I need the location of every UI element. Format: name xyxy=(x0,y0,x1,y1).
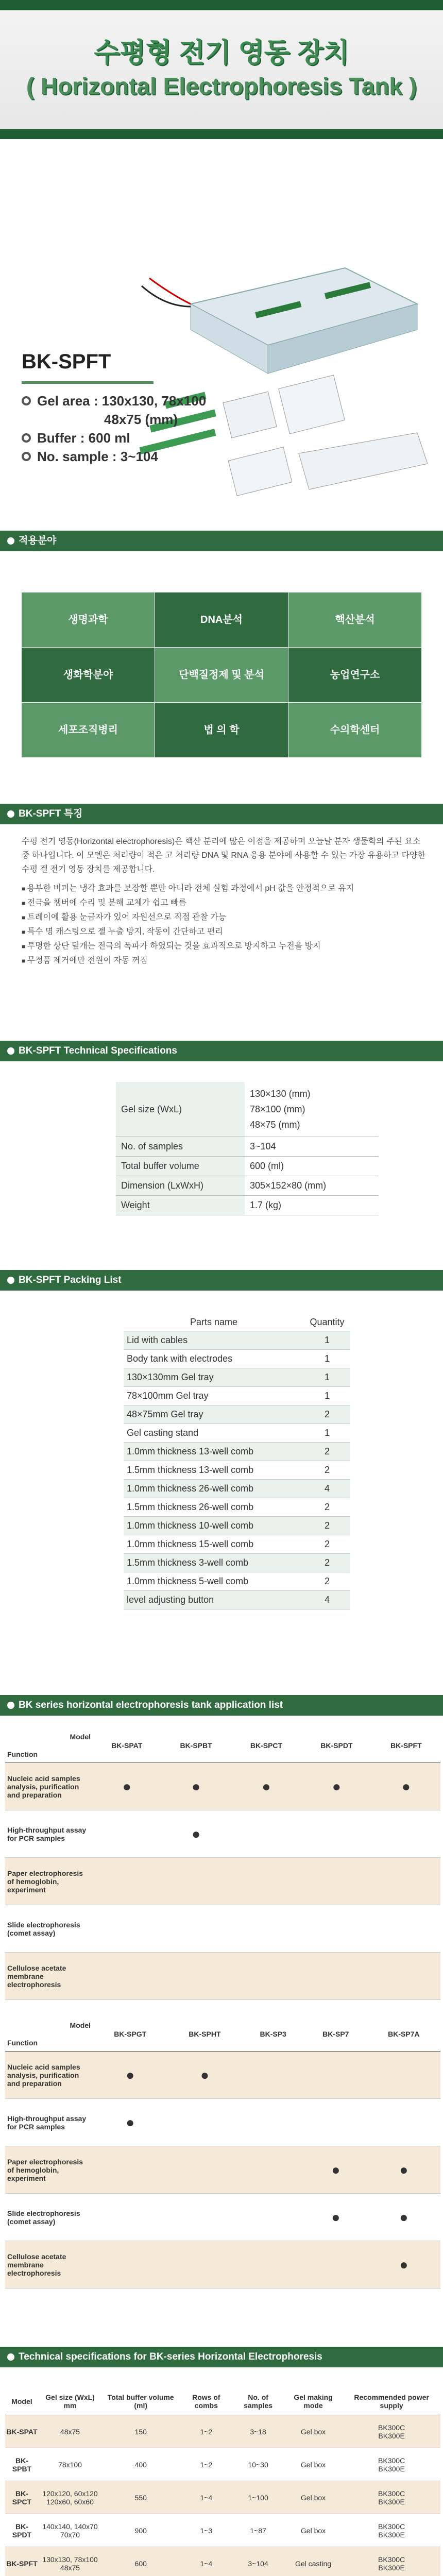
model-name: BK-SPFT xyxy=(22,350,111,373)
spec-gel-area xyxy=(22,392,206,410)
part-quantity: 2 xyxy=(304,1572,350,1591)
mark-cell xyxy=(242,2052,304,2099)
table-row xyxy=(5,1905,440,1953)
mark-cell xyxy=(301,1905,371,1953)
table-cell: BK-SPCT xyxy=(5,2481,39,2514)
table-row xyxy=(124,1387,350,1405)
mark-cell: ● xyxy=(167,2052,242,2099)
part-name: 130×130mm Gel tray xyxy=(124,1368,304,1387)
mark-cell xyxy=(301,1858,371,1905)
mark-cell xyxy=(242,2099,304,2146)
spec-label: Gel size (WxL) xyxy=(116,1082,245,1137)
part-name: 78×100mm Gel tray xyxy=(124,1387,304,1405)
spec-label: Dimension (LxWxH) xyxy=(116,1176,245,1196)
spec-text: 48x75 (mm) xyxy=(104,412,178,427)
table-row xyxy=(116,1196,379,1215)
part-quantity: 2 xyxy=(304,1535,350,1554)
table-cell: 400 xyxy=(101,2448,180,2481)
mark-cell xyxy=(301,1953,371,2000)
mark-cell xyxy=(367,2099,440,2146)
features-text xyxy=(22,835,429,968)
mark-cell xyxy=(231,1858,301,1905)
part-quantity: 1 xyxy=(304,1424,350,1443)
spec-label: No. of samples xyxy=(116,1137,245,1157)
mark-cell: ● xyxy=(93,1763,161,1810)
features-list xyxy=(22,882,429,968)
spec-gel-area-2 xyxy=(22,410,206,429)
part-quantity: 2 xyxy=(304,1517,350,1535)
table-cell: 1~3 xyxy=(180,2514,232,2547)
part-name: Lid with cables xyxy=(124,1331,304,1350)
part-quantity: 1 xyxy=(304,1387,350,1405)
part-name: 1.0mm thickness 26-well comb xyxy=(124,1480,304,1498)
table-header-row xyxy=(5,1728,440,1763)
mark-cell xyxy=(231,1953,301,2000)
mark-cell xyxy=(93,1858,161,1905)
function-name: Paper electrophoresis of hemoglobin, experiment xyxy=(5,2146,93,2194)
table-row xyxy=(116,1157,379,1176)
table-row xyxy=(116,1176,379,1196)
table-cell: 1~4 xyxy=(180,2481,232,2514)
table-cell: BK-SPBT xyxy=(5,2448,39,2481)
function-name: Cellulose acetate membrane electrophoresis xyxy=(5,1953,93,2000)
part-name: 1.0mm thickness 5-well comb xyxy=(124,1572,304,1591)
application-cell: 단백질정제 및 분석 xyxy=(155,648,288,702)
section-icon xyxy=(7,810,14,818)
function-name: Slide electrophoresis (comet assay) xyxy=(5,2194,93,2241)
mark-cell: ● xyxy=(161,1810,231,1858)
table-cell: 1~87 xyxy=(232,2514,284,2547)
tech-specs-table xyxy=(116,1082,379,1215)
mark-cell: ● xyxy=(231,1763,301,1810)
table-cell: BK300C BK300E xyxy=(343,2415,440,2448)
table-row xyxy=(5,1810,440,1858)
table-row xyxy=(124,1480,350,1498)
spec-value: 600 (ml) xyxy=(245,1157,379,1176)
spec-text: Gel area : 130x130, 78x100 xyxy=(37,393,207,409)
column-header: Model xyxy=(5,2388,39,2415)
part-quantity: 4 xyxy=(304,1591,350,1609)
table-cell: BK-SPDT xyxy=(5,2514,39,2547)
mark-cell xyxy=(304,2099,367,2146)
feature-item: ■ 전극을 챔버에 수리 및 분해 교체가 쉽고 빠름 xyxy=(22,896,429,910)
table-cell: BK-SPFT xyxy=(5,2547,39,2576)
series-specs-table xyxy=(5,2388,440,2576)
mark-cell xyxy=(372,1905,440,1953)
model-column-header: BK-SPHT xyxy=(167,2017,242,2052)
model-column-header: BK-SP7A xyxy=(367,2017,440,2052)
table-cell: 78x100 xyxy=(39,2448,101,2481)
table-cell: BK300C BK300E xyxy=(343,2448,440,2481)
section-header-series-specs xyxy=(0,2347,443,2367)
application-cell: 법 의 학 xyxy=(155,703,288,757)
application-cell: 수의학센터 xyxy=(288,703,421,757)
part-name: 1.5mm thickness 26-well comb xyxy=(124,1498,304,1517)
application-cell: 농업연구소 xyxy=(288,648,421,702)
table-cell: 1~100 xyxy=(232,2481,284,2514)
table-row xyxy=(124,1331,350,1350)
mark-cell xyxy=(231,1810,301,1858)
mark-cell xyxy=(301,1810,371,1858)
table-cell: 48x75 xyxy=(39,2415,101,2448)
mark-cell xyxy=(93,2146,167,2194)
table-row xyxy=(5,2146,440,2194)
part-quantity: 2 xyxy=(304,1461,350,1480)
section-icon xyxy=(7,1277,14,1284)
section-title: BK-SPFT 특징 xyxy=(19,808,83,819)
table-row xyxy=(5,1953,440,2000)
table-row xyxy=(5,2052,440,2099)
mark-cell: ● xyxy=(161,1763,231,1810)
part-name: 1.0mm thickness 10-well comb xyxy=(124,1517,304,1535)
column-header: Total buffer volume (ml) xyxy=(101,2388,180,2415)
table-row xyxy=(5,2514,440,2547)
table-cell: 150 xyxy=(101,2415,180,2448)
part-name: Body tank with electrodes xyxy=(124,1350,304,1368)
section-title: BK series horizontal electrophoresis tank application list xyxy=(19,1700,283,1710)
table-row xyxy=(124,1461,350,1480)
spec-label: Total buffer volume xyxy=(116,1157,245,1176)
table-row xyxy=(5,2415,440,2448)
mark-cell xyxy=(242,2146,304,2194)
section-title: BK-SPFT Packing List xyxy=(19,1275,122,1285)
table-row xyxy=(5,1858,440,1905)
spec-value: 130×130 (mm) 78×100 (mm) 48×75 (mm) xyxy=(245,1082,379,1137)
table-cell: Gel casting xyxy=(284,2547,343,2576)
table-cell: 1~2 xyxy=(180,2448,232,2481)
packing-table xyxy=(124,1314,350,1609)
mark-cell xyxy=(93,2194,167,2241)
part-name: 1.0mm thickness 15-well comb xyxy=(124,1535,304,1554)
table-row xyxy=(5,2547,440,2576)
section-icon xyxy=(7,537,14,545)
table-cell: 600 xyxy=(101,2547,180,2576)
part-name: 1.5mm thickness 13-well comb xyxy=(124,1461,304,1480)
model-label: Model xyxy=(70,2021,91,2029)
mark-cell xyxy=(242,2241,304,2289)
section-header-packing xyxy=(0,1270,443,1291)
part-quantity: 2 xyxy=(304,1554,350,1572)
table-cell: Gel box xyxy=(284,2448,343,2481)
table-row xyxy=(5,2099,440,2146)
table-cell: 550 xyxy=(101,2481,180,2514)
part-name: 48×75mm Gel tray xyxy=(124,1405,304,1424)
mark-cell: ● xyxy=(301,1763,371,1810)
spec-value: 305×152×80 (mm) xyxy=(245,1176,379,1196)
mark-cell xyxy=(372,1953,440,2000)
product-section xyxy=(0,139,443,592)
mark-cell xyxy=(167,2146,242,2194)
model-column-header: BK-SPCT xyxy=(231,1728,301,1763)
table-cell: 140x140, 140x70 70x70 xyxy=(39,2514,101,2547)
part-quantity: 2 xyxy=(304,1443,350,1461)
spec-value: 1.7 (kg) xyxy=(245,1196,379,1215)
table-cell: 1~4 xyxy=(180,2547,232,2576)
feature-item: ■ 투명한 상단 덮개는 전극의 폭파가 하였되는 것을 효과적으로 방지하고 누전을 방지 xyxy=(22,939,429,954)
section-title: BK-SPFT Technical Specifications xyxy=(19,1045,177,1056)
application-cell: DNA분석 xyxy=(155,592,288,647)
model-column-header: BK-SPBT xyxy=(161,1728,231,1763)
mark-cell xyxy=(304,2052,367,2099)
table-row xyxy=(116,1082,379,1137)
electrophoresis-tank-image xyxy=(129,227,438,536)
spec-label: Weight xyxy=(116,1196,245,1215)
section-header-app-list xyxy=(0,1695,443,1716)
table-cell: 3~18 xyxy=(232,2415,284,2448)
spec-buffer xyxy=(22,429,206,447)
table-row xyxy=(124,1424,350,1443)
spec-samples xyxy=(22,447,206,466)
function-name: High-throughput assay for PCR samples xyxy=(5,2099,93,2146)
top-stripe xyxy=(0,0,443,10)
application-table-2 xyxy=(5,2017,440,2289)
model-column-header: BK-SP7 xyxy=(304,2017,367,2052)
section-icon xyxy=(7,1702,14,1709)
mark-cell: ● xyxy=(93,2052,167,2099)
mark-cell xyxy=(93,1905,161,1953)
table-row xyxy=(5,2481,440,2514)
model-column-header: BK-SPGT xyxy=(93,2017,167,2052)
function-name: Slide electrophoresis (comet assay) xyxy=(5,1905,93,1953)
table-cell: BK300C BK300E xyxy=(343,2481,440,2514)
title-english: ( Horizontal Electrophoresis Tank ) xyxy=(26,73,417,99)
mark-cell xyxy=(93,1953,161,2000)
column-header: Gel making mode xyxy=(284,2388,343,2415)
mark-cell: ● xyxy=(304,2146,367,2194)
table-cell: BK-SPAT xyxy=(5,2415,39,2448)
model-column-header: BK-SP3 xyxy=(242,2017,304,2052)
column-header: Recommended power supply xyxy=(343,2388,440,2415)
function-label: Function xyxy=(7,2039,38,2047)
mark-cell: ● xyxy=(367,2241,440,2289)
table-row xyxy=(124,1443,350,1461)
table-cell: BK300C BK300E xyxy=(343,2547,440,2576)
spec-text: No. sample : 3~104 xyxy=(37,449,158,464)
mark-cell xyxy=(161,1953,231,2000)
part-name: 1.0mm thickness 13-well comb xyxy=(124,1443,304,1461)
table-row xyxy=(5,2448,440,2481)
features-intro: 수평 전기 영동(Horizontal electrophoresis)은 핵산 분리에 많은 이점을 제공하며 오늘날 분자 생물학의 주된 요소 중 하나입니다. 이 모델은 처리량이 적은 고 처리량 DNA 및 RNA 응용 분야에 사용할 수 있는 가장 유용하고 다양한 수평 겔 전기 영동 장치를 제공합니다. xyxy=(22,837,425,874)
table-row xyxy=(124,1572,350,1591)
feature-item: ■ 용부한 버퍼는 냉각 효과를 보장할 뿐만 아니라 전체 실험 과정에서 pH 값을 안정적으로 유지 xyxy=(22,882,429,896)
table-cell: BK300C BK300E xyxy=(343,2514,440,2547)
table-cell: 900 xyxy=(101,2514,180,2547)
model-column-header: BK-SPAT xyxy=(93,1728,161,1763)
table-cell: Gel box xyxy=(284,2481,343,2514)
mark-cell: ● xyxy=(367,2194,440,2241)
table-row xyxy=(124,1350,350,1368)
mark-cell xyxy=(167,2241,242,2289)
part-quantity: 1 xyxy=(304,1331,350,1350)
bullet-icon xyxy=(22,452,31,461)
column-header: No. of samples xyxy=(232,2388,284,2415)
part-quantity: 2 xyxy=(304,1405,350,1424)
part-quantity: 2 xyxy=(304,1498,350,1517)
part-name: 1.5mm thickness 3-well comb xyxy=(124,1554,304,1572)
table-row xyxy=(124,1554,350,1572)
feature-item: ■ 무정품 제거에만 전원이 자동 꺼짐 xyxy=(22,954,429,968)
mark-cell: ● xyxy=(372,1763,440,1810)
mark-cell xyxy=(304,2241,367,2289)
table-cell: Gel box xyxy=(284,2514,343,2547)
mark-cell xyxy=(372,1810,440,1858)
bullet-icon xyxy=(22,396,31,405)
model-function-header xyxy=(5,2017,93,2052)
spec-text: Buffer : 600 ml xyxy=(37,430,130,446)
mark-cell: ● xyxy=(304,2194,367,2241)
column-header: Rows of combs xyxy=(180,2388,232,2415)
header-banner xyxy=(0,0,443,139)
application-table-1 xyxy=(5,1728,440,2000)
table-header-row xyxy=(5,2388,440,2415)
mark-cell xyxy=(167,2194,242,2241)
column-header: Quantity xyxy=(304,1314,350,1331)
section-title: 적용분야 xyxy=(19,535,57,546)
table-row xyxy=(124,1517,350,1535)
mark-cell xyxy=(242,2194,304,2241)
table-cell: 1~2 xyxy=(180,2415,232,2448)
column-header: Gel size (WxL) mm xyxy=(39,2388,101,2415)
application-cell: 생화학분야 xyxy=(22,648,155,702)
application-cell: 생명과학 xyxy=(22,592,155,647)
bullet-icon xyxy=(22,433,31,443)
mark-cell xyxy=(167,2099,242,2146)
title-korean: 수평형 전기 영동 장치 xyxy=(94,38,349,68)
part-quantity: 1 xyxy=(304,1368,350,1387)
column-header: Parts name xyxy=(124,1314,304,1331)
application-cell: 세포조직병리 xyxy=(22,703,155,757)
model-column-header: BK-SPFT xyxy=(372,1728,440,1763)
part-quantity: 4 xyxy=(304,1480,350,1498)
feature-item: ■ 특수 명 캐스팅으로 젤 누출 방지, 작동이 간단하고 편리 xyxy=(22,925,429,939)
table-cell: 120x120, 60x120 120x60, 60x60 xyxy=(39,2481,101,2514)
spec-value: 3~104 xyxy=(245,1137,379,1157)
spec-list xyxy=(22,392,206,466)
section-header-tech-specs xyxy=(0,1041,443,1061)
section-header-application xyxy=(0,531,443,551)
mark-cell xyxy=(372,1858,440,1905)
function-name: Paper electrophoresis of hemoglobin, experiment xyxy=(5,1858,93,1905)
mark-cell xyxy=(161,1858,231,1905)
section-icon xyxy=(7,1047,14,1055)
model-label: Model xyxy=(70,1733,91,1741)
section-header-features xyxy=(0,804,443,824)
model-function-header xyxy=(5,1728,93,1763)
mark-cell xyxy=(93,1810,161,1858)
table-cell: 3~104 xyxy=(232,2547,284,2576)
table-row xyxy=(116,1137,379,1157)
part-quantity: 1 xyxy=(304,1350,350,1368)
mark-cell xyxy=(93,2241,167,2289)
table-row xyxy=(124,1591,350,1609)
part-name: level adjusting button xyxy=(124,1591,304,1609)
table-row xyxy=(124,1405,350,1424)
table-row xyxy=(5,2241,440,2289)
function-name: Nucleic acid samples analysis, purification and preparation xyxy=(5,1763,93,1810)
function-name: High-throughput assay for PCR samples xyxy=(5,1810,93,1858)
mark-cell: ● xyxy=(93,2099,167,2146)
model-column-header: BK-SPDT xyxy=(301,1728,371,1763)
table-cell: Gel box xyxy=(284,2415,343,2448)
mark-cell xyxy=(161,1905,231,1953)
function-label: Function xyxy=(7,1750,38,1758)
table-row xyxy=(5,1763,440,1810)
function-name: Nucleic acid samples analysis, purification and preparation xyxy=(5,2052,93,2099)
mark-cell: ● xyxy=(367,2146,440,2194)
table-header-row xyxy=(5,2017,440,2052)
table-cell: 130x130, 78x100 48x75 xyxy=(39,2547,101,2576)
part-name: Gel casting stand xyxy=(124,1424,304,1443)
bottom-stripe xyxy=(0,129,443,139)
mark-cell xyxy=(367,2052,440,2099)
table-cell: 10~30 xyxy=(232,2448,284,2481)
table-row xyxy=(124,1368,350,1387)
feature-item: ■ 트레이에 활용 눈금자가 있어 자원선으로 직접 관찰 가능 xyxy=(22,910,429,925)
section-title: Technical specifications for BK-series Horizontal Electrophoresis xyxy=(19,2351,322,2362)
model-underline xyxy=(22,381,154,384)
mark-cell xyxy=(231,1905,301,1953)
section-icon xyxy=(7,2353,14,2361)
table-row xyxy=(124,1498,350,1517)
table-row xyxy=(124,1535,350,1554)
application-cell: 핵산분석 xyxy=(288,592,421,647)
table-row xyxy=(5,2194,440,2241)
function-name: Cellulose acetate membrane electrophoresis xyxy=(5,2241,93,2289)
table-header-row xyxy=(124,1314,350,1331)
